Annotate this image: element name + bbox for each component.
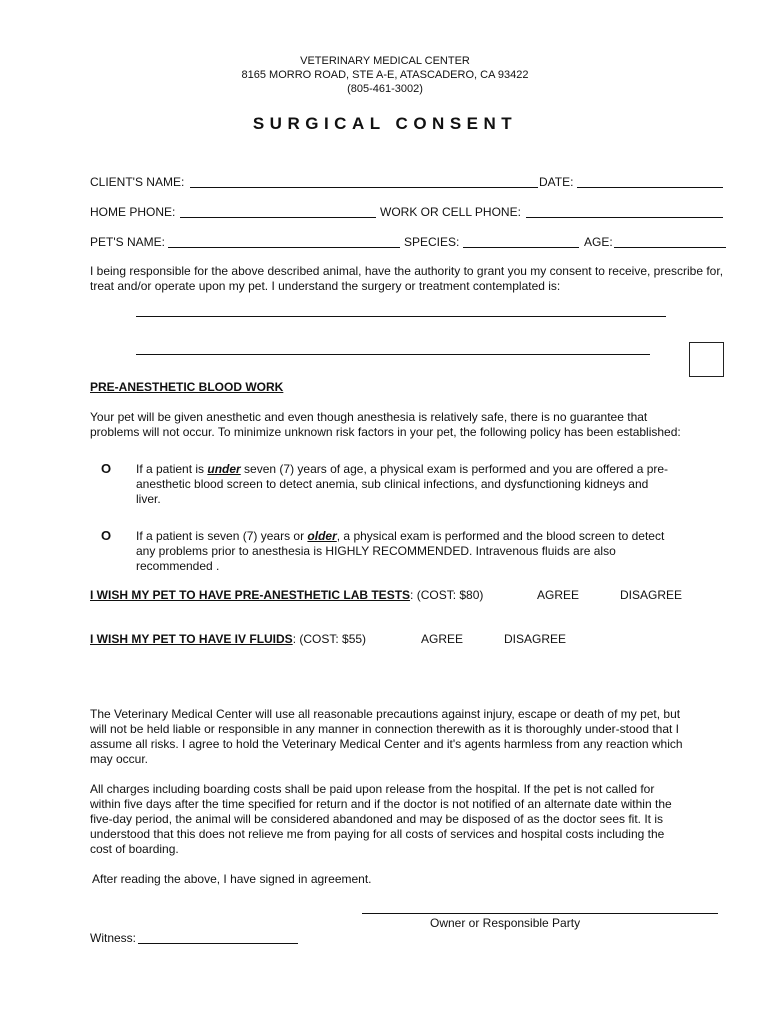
bullet-emphasis-older: older: [307, 529, 337, 543]
work-phone-line[interactable]: [526, 217, 723, 218]
iv-fluids-cost: : (COST: $55): [292, 632, 367, 646]
age-line[interactable]: [614, 247, 726, 248]
agreement-text: After reading the above, I have signed in agreement.: [92, 872, 372, 886]
witness-line[interactable]: [138, 943, 298, 944]
charges-paragraph: All charges including boarding costs shall be paid upon release from the hospital. If the pet is not called for within five days after the time specified for return and if the doctor is not notified of an alternate date within the five-day period, the animal will be considered abandoned and may be disposed of as the doctor sees fit. It is understood that this does not relieve me from paying for all costs of services and hospital costs including the cost of boarding.: [90, 782, 672, 856]
bullet-marker-1: O: [101, 461, 112, 476]
intro-paragraph: I being responsible for the above described animal, have the authority to grant you my consent to receive, prescribe for, treat and/or operate upon my pet. I understand the surgery or treatment contemplated is:: [90, 264, 724, 293]
clinic-address: 8165 MORRO ROAD, STE A-E, ATASCADERO, CA 93422: [241, 69, 529, 81]
date-line[interactable]: [577, 187, 723, 188]
bullet-emphasis-under: under: [207, 462, 241, 476]
lab-tests-row: [90, 588, 483, 602]
liability-paragraph: The Veterinary Medical Center will use all reasonable precautions against injury, escape or death of my pet, but will not be held liable or responsible in any manner in connection therewith as it is thoroughly under-stood that I assume all risks. I agree to hold the Veterinary Medical Center and it's agents harmless from any reaction which may occur.: [90, 707, 683, 766]
treatment-line-1[interactable]: [136, 316, 666, 317]
lab-tests-cost: : (COST: $80): [410, 588, 484, 602]
iv-fluids-agree[interactable]: AGREE: [421, 632, 464, 646]
clinic-phone: (805-461-3002): [347, 83, 423, 95]
signature-label: Owner or Responsible Party: [430, 916, 581, 930]
bullet-text-2: If a patient is seven (7) years or older, a physical exam is performed and the blood screen to detect any problems prior to anesthesia is HIGHLY RECOMMENDED. Intravenous fluids are also recommended .: [136, 529, 665, 573]
species-label: SPECIES:: [404, 235, 460, 249]
client-name-line[interactable]: [190, 187, 538, 188]
pet-name-line[interactable]: [168, 247, 400, 248]
lab-tests-agree[interactable]: AGREE: [537, 588, 580, 602]
clinic-name: VETERINARY MEDICAL CENTER: [300, 55, 470, 67]
blood-work-heading: PRE-ANESTHETIC BLOOD WORK: [90, 380, 284, 394]
blood-work-paragraph: Your pet will be given anesthetic and even though anesthesia is relatively safe, there is no guarantee that problems will not occur. To minimize unknown risk factors in your pet, the following policy has been established:: [90, 410, 681, 439]
iv-fluids-disagree[interactable]: DISAGREE: [504, 632, 567, 646]
age-label: AGE:: [584, 235, 613, 249]
home-phone-label: HOME PHONE:: [90, 205, 176, 219]
species-line[interactable]: [463, 247, 579, 248]
lab-tests-disagree[interactable]: DISAGREE: [620, 588, 683, 602]
iv-fluids-row: [90, 632, 366, 646]
pet-name-label: PET'S NAME:: [90, 235, 165, 249]
iv-fluids-label: I WISH MY PET TO HAVE IV FLUIDS: [90, 632, 293, 646]
bullet-text-1: If a patient is under seven (7) years of age, a physical exam is performed and you are offered a pre-anesthetic blood screen to detect anemia, sub clinical infections, and dysfunctioning kidneys and liver.: [136, 462, 669, 506]
signature-line[interactable]: [362, 913, 718, 914]
date-label: DATE:: [539, 175, 574, 189]
treatment-checkbox[interactable]: [689, 342, 724, 377]
work-phone-label: WORK OR CELL PHONE:: [380, 205, 521, 219]
home-phone-line[interactable]: [180, 217, 376, 218]
page-title: SURGICAL CONSENT: [252, 114, 518, 133]
treatment-line-2[interactable]: [136, 354, 650, 355]
bullet-marker-2: O: [101, 528, 112, 543]
lab-tests-label: I WISH MY PET TO HAVE PRE-ANESTHETIC LAB TESTS: [90, 588, 411, 602]
witness-label: Witness:: [90, 931, 137, 945]
client-name-label: CLIENT'S NAME:: [90, 175, 185, 189]
